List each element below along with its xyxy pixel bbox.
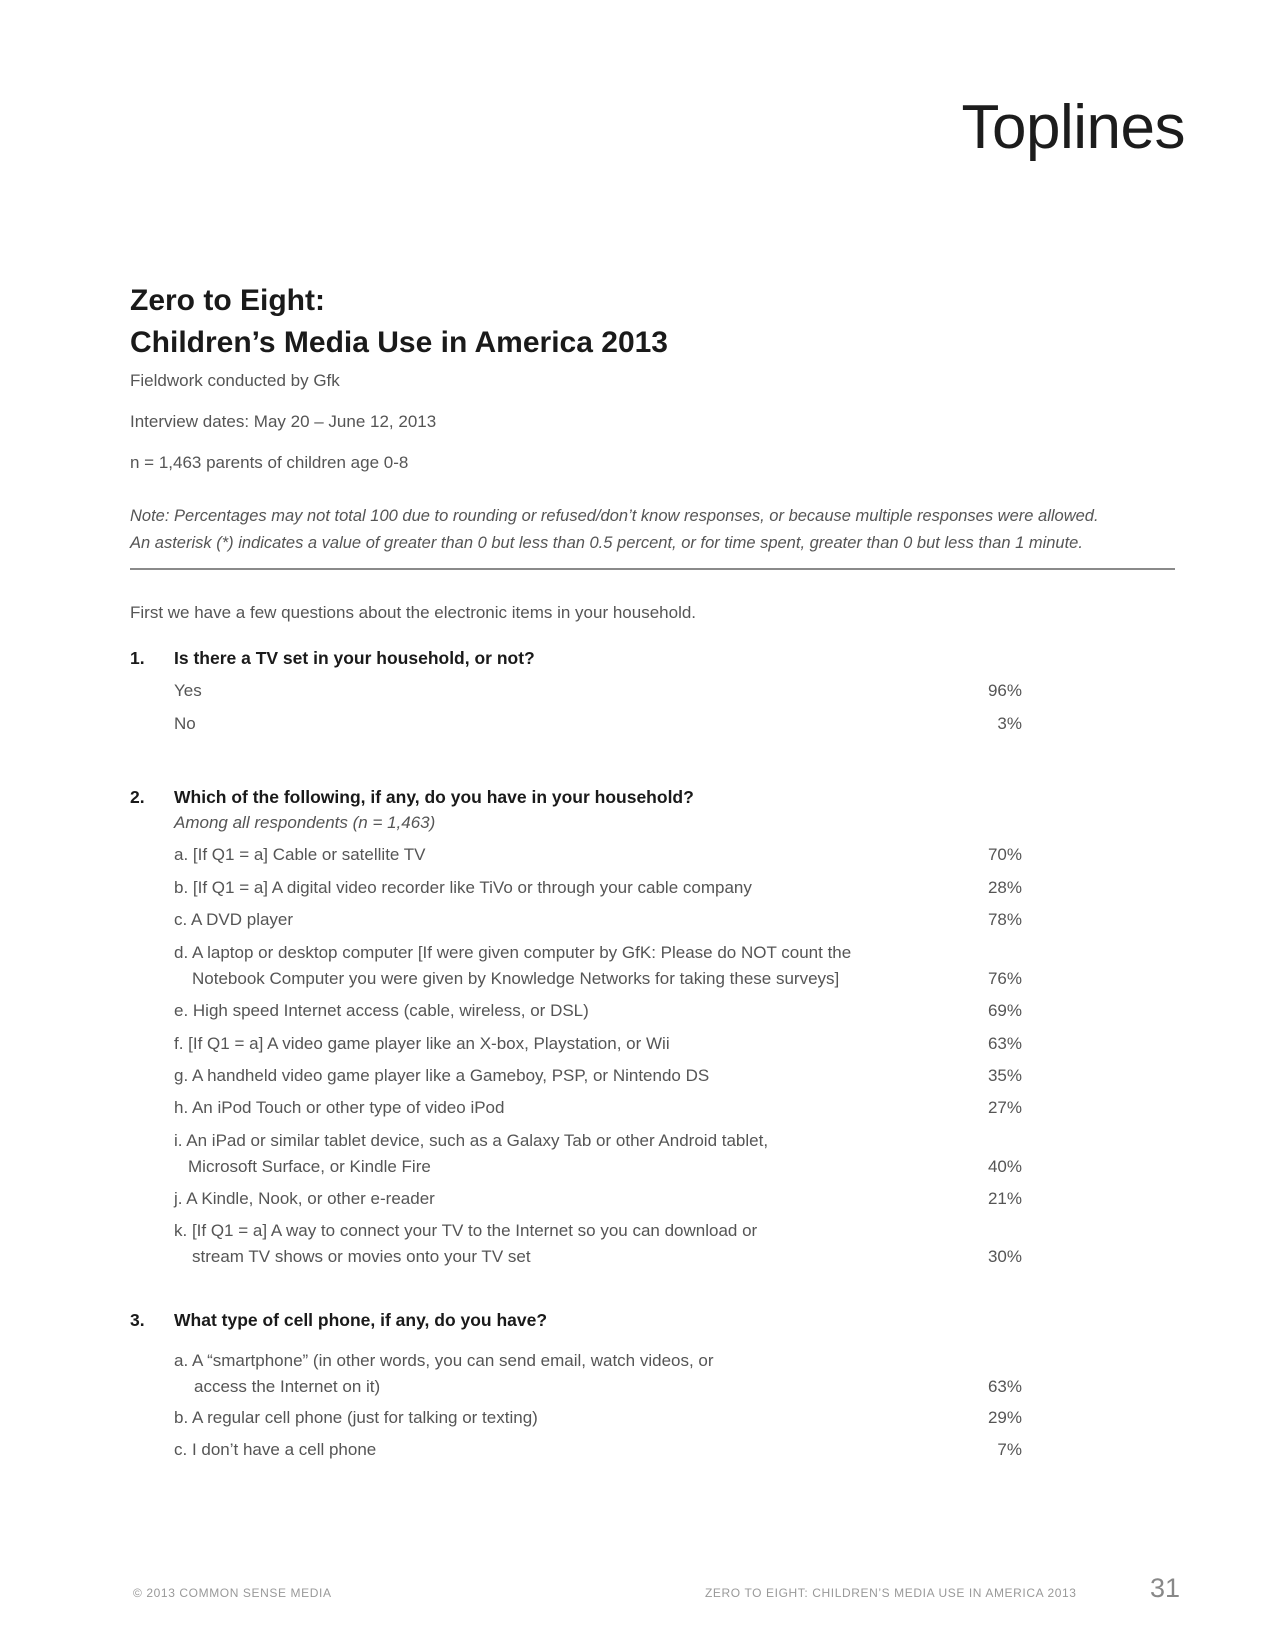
answer-row [174,1186,1022,1212]
question-text: Which of the following, if any, do you have in your household? [174,787,694,807]
sample-size-text: n = 1,463 parents of children age 0-8 [130,453,409,472]
answer-percent: 35% [987,1066,1022,1085]
answer-label: h. An iPod Touch or other type of video iPod [174,1098,505,1117]
answer-label: j. A Kindle, Nook, or other e-reader [174,1189,435,1208]
answer-row [174,678,1022,704]
note-line-2: An asterisk (*) indicates a value of greater than 0 but less than 0.5 percent, or for time spent, greater than 0 but less than 1 minute. [130,534,1083,552]
answer-percent: 29% [987,1408,1022,1427]
answer-row [174,1405,1022,1431]
answer-percent: 40% [987,1157,1022,1176]
answer-percent: 7% [997,1440,1022,1459]
answer-label: c. I don’t have a cell phone [174,1440,377,1459]
answer-row [174,940,1022,992]
note-line-1: Note: Percentages may not total 100 due to rounding or refused/don’t know responses, or because multiple responses were allowed. [130,507,1099,525]
answer-label [174,940,934,992]
section-divider [130,568,1175,570]
answer-row [174,1063,1022,1089]
answer-row [174,1128,1022,1180]
answer-row [174,875,1022,901]
answer-percent: 28% [987,878,1022,897]
answer-label-line-2: access the Internet on it) [194,1377,381,1396]
answer-label: c. A DVD player [174,910,294,929]
page-number: 31 [1149,1573,1180,1603]
report-title-line-2: Children’s Media Use in America 2013 [130,326,668,359]
answer-percent: 63% [987,1377,1022,1396]
answer-percent: 63% [987,1034,1022,1053]
answer-percent: 76% [987,969,1022,988]
answer-label: a. [If Q1 = a] Cable or satellite TV [174,845,426,864]
answer-label [174,1128,934,1180]
answer-percent: 70% [987,845,1022,864]
answer-percent: 69% [987,1001,1022,1020]
answer-label: No [174,714,196,733]
question-text: What type of cell phone, if any, do you have? [174,1310,548,1330]
answer-label-line-2: Microsoft Surface, or Kindle Fire [188,1157,431,1176]
footer-report-name: ZERO TO EIGHT: CHILDREN’S MEDIA USE IN AMERICA 2013 [705,1586,1077,1600]
answer-row [174,711,1022,737]
fieldwork-text: Fieldwork conducted by Gfk [130,371,340,390]
answer-label-line-1: d. A laptop or desktop computer [If were given computer by GfK: Please do NOT count the [174,943,852,962]
answer-row [174,1218,1022,1270]
question-subtitle: Among all respondents (n = 1,463) [174,813,436,832]
answer-label-line-1: a. A “smartphone” (in other words, you can send email, watch videos, or [174,1351,714,1370]
question-number: 3. [130,1310,145,1330]
answer-label: Yes [174,681,202,700]
answer-percent: 96% [987,681,1022,700]
answer-percent: 21% [987,1189,1022,1208]
report-title-line-1: Zero to Eight: [130,284,325,317]
answer-label-line-1: i. An iPad or similar tablet device, such as a Galaxy Tab or other Android tablet, [174,1131,769,1150]
answer-label: b. [If Q1 = a] A digital video recorder like TiVo or through your cable company [174,878,752,897]
answer-row [174,998,1022,1024]
intro-text: First we have a few questions about the electronic items in your household. [130,603,697,622]
answer-label: e. High speed Internet access (cable, wireless, or DSL) [174,1001,589,1020]
answer-row [174,1095,1022,1121]
answer-label-line-1: k. [If Q1 = a] A way to connect your TV to the Internet so you can download or [174,1221,758,1240]
answer-row [174,1031,1022,1057]
answer-label-line-2: stream TV shows or movies onto your TV set [192,1247,531,1266]
report-title [130,280,668,364]
footer-copyright: © 2013 COMMON SENSE MEDIA [133,1586,332,1600]
question-number: 2. [130,787,145,807]
answer-percent: 3% [997,714,1022,733]
answer-percent: 78% [987,910,1022,929]
page-heading: Toplines [961,93,1185,162]
answer-label [174,1218,934,1270]
answer-label: b. A regular cell phone (just for talking or texting) [174,1408,538,1427]
answer-row [174,907,1022,933]
answer-percent: 27% [987,1098,1022,1117]
answer-label: f. [If Q1 = a] A video game player like an X-box, Playstation, or Wii [174,1034,670,1053]
answer-label: g. A handheld video game player like a Gameboy, PSP, or Nintendo DS [174,1066,710,1085]
answer-label [174,1348,934,1400]
answer-percent: 30% [987,1247,1022,1266]
methodology-note [130,503,1190,557]
answer-label-line-2: Notebook Computer you were given by Knowledge Networks for taking these surveys] [192,969,840,988]
question-text: Is there a TV set in your household, or not? [174,648,535,668]
answer-row [174,1348,1022,1400]
interview-dates-text: Interview dates: May 20 – June 12, 2013 [130,412,437,431]
answer-row [174,842,1022,868]
answer-row [174,1437,1022,1463]
question-number: 1. [130,648,145,668]
